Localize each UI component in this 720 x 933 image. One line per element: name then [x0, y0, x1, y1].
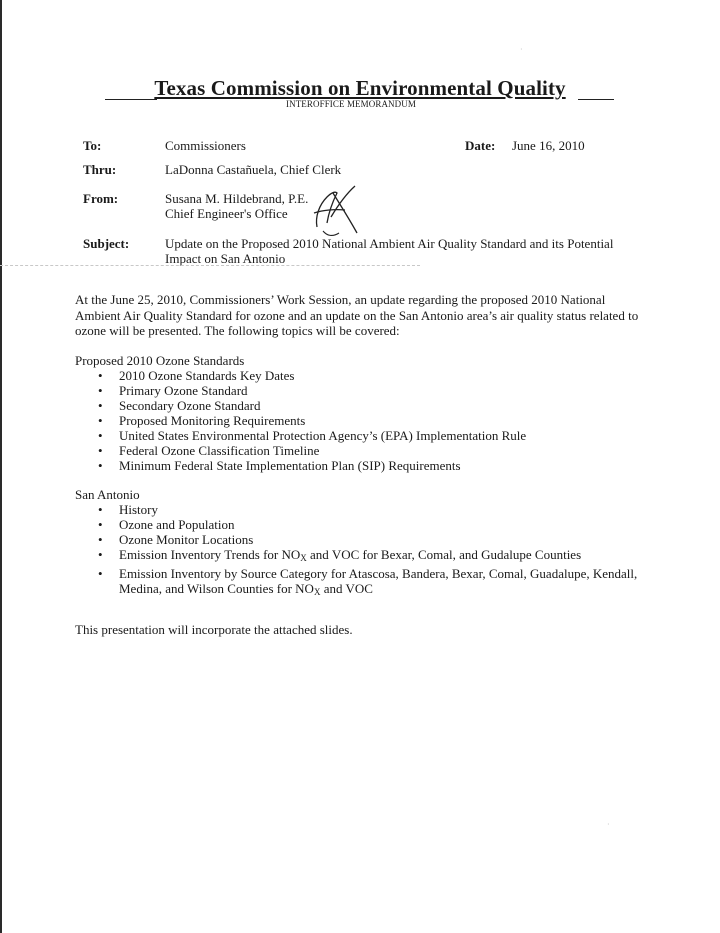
- header-divider: [0, 265, 420, 266]
- list-item: • Emission Inventory Trends for NOX and VOC for Bexar, Comal, and Gudalupe Counties: [98, 547, 582, 563]
- from-office: Chief Engineer's Office: [165, 206, 288, 221]
- list-item: • United States Environmental Protection Agency’s (EPA) Implementation Rule: [98, 428, 527, 443]
- bullet-icon: •: [98, 398, 103, 413]
- subject-line-1: Update on the Proposed 2010 National Ambient Air Quality Standard and its Potential: [165, 236, 614, 251]
- from-label: From:: [83, 191, 119, 206]
- list-item: • Proposed Monitoring Requirements: [98, 413, 306, 428]
- intro-paragraph: At the June 25, 2010, Commissioners’ Work Session, an update regarding the proposed 2010 National Ambient Air Quality Standard for ozone and an update on the San Antonio area’s air quality status related to ozone will be presented. The following topics will be covered:: [75, 292, 639, 338]
- title-rule-right: [578, 99, 614, 100]
- bullet-icon: •: [98, 566, 103, 581]
- bullet-icon: •: [98, 443, 103, 458]
- thru-value: LaDonna Castañuela, Chief Clerk: [165, 162, 342, 177]
- list-item: • Emission Inventory by Source Category for Atascosa, Bandera, Bexar, Comal, Guadalupe, Kendall, Medina, and Wilson Counties for NOX and VOC: [98, 566, 638, 597]
- memo-title: Texas Commission on Environmental Quality: [154, 76, 566, 100]
- subject-label: Subject:: [83, 236, 130, 251]
- list-item: • Primary Ozone Standard: [98, 383, 248, 398]
- section-san-antonio: [75, 487, 675, 600]
- title-rule-left: [105, 99, 157, 100]
- bullet-icon: •: [98, 428, 103, 443]
- list-item: • Secondary Ozone Standard: [98, 398, 261, 413]
- scan-speck: ·: [607, 820, 610, 829]
- section-heading: San Antonio: [75, 487, 140, 502]
- section-list: [75, 368, 675, 473]
- memo-subtitle: INTEROFFICE MEMORANDUM: [286, 99, 416, 109]
- signature-initials-mark: [311, 183, 359, 239]
- list-item: • History: [98, 502, 158, 517]
- section-list: [75, 502, 675, 600]
- bullet-icon: •: [98, 517, 103, 532]
- list-item: • Federal Ozone Classification Timeline: [98, 443, 320, 458]
- from-name: Susana M. Hildebrand, P.E.: [165, 191, 309, 206]
- bullet-icon: •: [98, 547, 103, 562]
- closing-paragraph: This presentation will incorporate the attached slides.: [75, 622, 353, 637]
- list-item: • Ozone Monitor Locations: [98, 532, 254, 547]
- section-proposed-standards: [75, 353, 675, 473]
- bullet-icon: •: [98, 368, 103, 383]
- to-value: Commissioners: [165, 138, 246, 153]
- bullet-icon: •: [98, 532, 103, 547]
- bullet-icon: •: [98, 413, 103, 428]
- scan-edge: [0, 0, 2, 933]
- scan-speck: ·: [520, 45, 523, 54]
- subject-line-2: Impact on San Antonio: [165, 251, 286, 266]
- thru-label: Thru:: [83, 162, 117, 177]
- list-item: • Ozone and Population: [98, 517, 235, 532]
- list-item: • Minimum Federal State Implementation Plan (SIP) Requirements: [98, 458, 461, 473]
- list-item: • 2010 Ozone Standards Key Dates: [98, 368, 295, 383]
- date-label: Date:: [465, 138, 496, 153]
- bullet-icon: •: [98, 458, 103, 473]
- bullet-icon: •: [98, 502, 103, 517]
- section-heading: Proposed 2010 Ozone Standards: [75, 353, 245, 368]
- to-label: To:: [83, 138, 102, 153]
- date-value: June 16, 2010: [512, 138, 585, 153]
- bullet-icon: •: [98, 383, 103, 398]
